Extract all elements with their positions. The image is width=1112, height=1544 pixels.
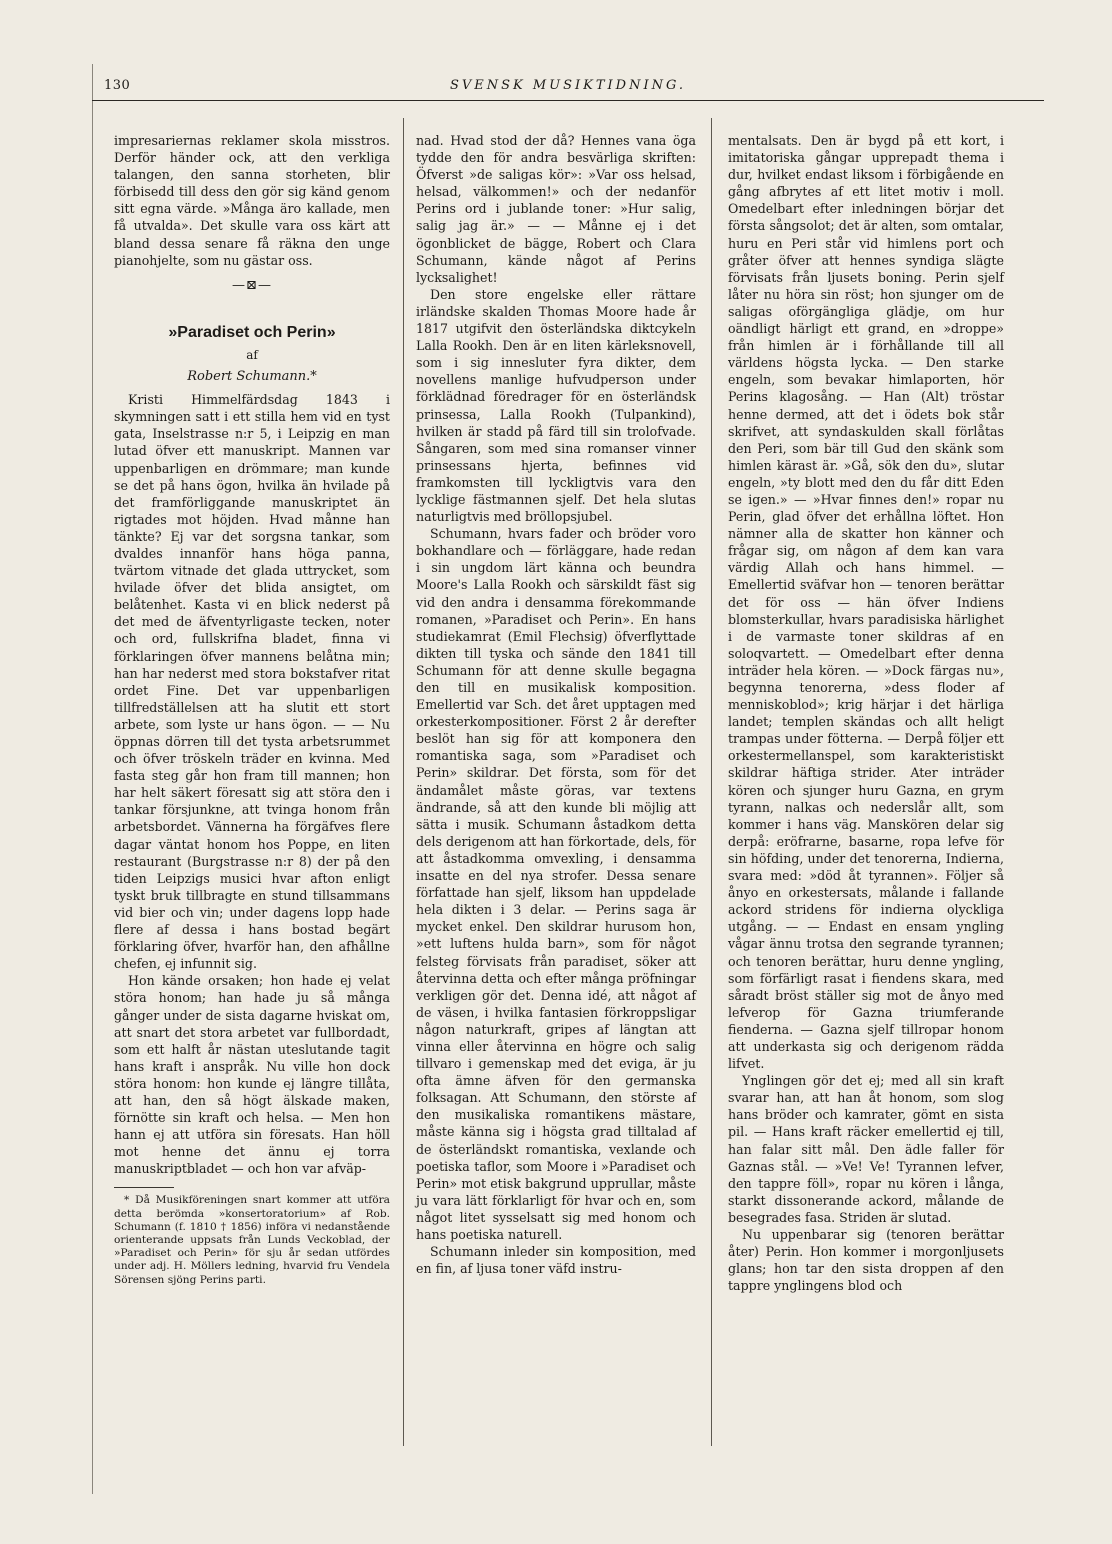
article-author: Robert Schumann.* — [187, 369, 317, 385]
column-2 — [416, 132, 696, 1277]
article-paragraph: Den store engelske eller rättare irländske skalden Thomas Moore hade år 1817 utgifvit den österländska diktcykeln Lalla Rookh. Den är en liten kärleksnovell, som i sig innesluter fyra dikter, dem novellens manlige hufvudperson under förklädnad föredrager för en österländsk prinsessa, Lalla Rookh (Tulpankind), hvilken är stadd på färd till sin trolofvade. Sångaren, som med sina romanser vinner prinsessans hjerta, befinnes vid framkomsten till lyckligtvis vara den lycklige fästmannen sjelf. Det hela slutas naturligtvis med bröllopsjubel. — [416, 286, 696, 525]
page-number: 130 — [104, 78, 131, 93]
article-paragraph: mentalsats. Den är bygd på ett kort, i imitatoriska gångar upprepadt thema i dur, hvilket endast liksom i förbigående en gång afbrytes af ett litet motiv i moll. Omedelbart efter inledningen börjar det första sångsolot; det är alten, som omtalar, huru en Peri står vid himlens port och gråter öfver att hennes syndiga slägte förvisats från ljusets boning. Perin sjelf låter nu höra sin röst; hon sjunger om de saligas oförgängliga glädje, om hur oändligt härligt ett grand, en »droppe» från himlen är i förhållande till all världens högsta lycka. — Den starke engeln, som bevakar himlaporten, hör Perins klagosång. — Han (Alt) tröstar henne dermed, att det i ödets bok står skrifvet, att syndaskulden skall förlåtas den Peri, som bär till Gud den skänk som himlen kärast är. »Gå, sök den du», slutar engeln, »ty blott med den du får ditt Eden se igen.» — »Hvar finnes den!» ropar nu Perin, glad öfver det erhållna löftet. Hon nämner alla de skatter hon känner och frågar sig, om någon af dem kan vara värdig Allah och hans himmel. — Emellertid sväfvar hon — tenoren berättar det för oss — hän öfver Indiens blomsterkullar, hvars paradisiska härlighet i de varmaste toner skildras af en soloqvartett. — Omedelbart efter denna inträder hela kören. — »Dock färgas nu», begynna tenorerna, »dess floder af menniskoblod»; krig härjar i det härliga landet; templen skändas och allt heligt trampas under fötterna. — Derpå följer ett orkestermellanspel, som karakteristiskt skildrar häftiga strider. Ater inträder kören och sjunger huru Gazna, en grym tyrann, nalkas och nederslår allt, som kommer i hans väg. Manskören delar sig derpå: eröfrarne, basarne, ropa lefve för sin höfding, under det tenorerna, Indierna, svara med: »död åt tyrannen». Följer så ånyo en orkestersats, målande i fallande ackord stridens för indierna olyckliga utgång. — — Endast en ensam yngling vågar ännu trotsa den segrande tyrannen; och tenoren berättar, huru denne yngling, som förfärligt rasat i fiendens skara, med såradt bröst ställer sig mot de ånyo med lefverop för Gazna triumferande fienderna. — Gazna sjelf tillropar honom att underkasta sig och derigenom rädda lifvet. — [728, 133, 1004, 1072]
intro-paragraph: impresariernas reklamer skola misstros. Derför händer ock, att den verkliga talangen, den sanna storheten, blir förbisedd till dess den gör sig känd genom sitt egna värde. »Många äro kallade, men få utvalda». Det skulle vara oss kärt att bland dessa senare få räkna den unge pianohjelte, som nu gästar oss. — [114, 133, 390, 268]
page-header — [92, 76, 1044, 100]
column-3 — [728, 132, 1004, 1294]
footnote: * Då Musikföreningen snart kommer att utföra detta berömda »konsertoratorium» af Rob. Schumann (f. 1810 † 1856) införa vi nedanstående orienterande uppsats från Lunds Veckoblad, der »Paradiset och Perin» för sju år sedan utfördes under adj. H. Möllers ledning, hvarvid fru Vendela Sörensen sjöng Perins parti. — [114, 1194, 390, 1286]
article-paragraph: Hon kände orsaken; hon hade ej velat störa honom; han hade ju så många gånger under de sista dagarne hviskat om, att snart det stora arbetet var fullbordadt, som ett halft år nästan uteslutande tagit hans kraft i anspråk. Nu ville hon dock störa honom: hon kunde ej längre tillåta, att han, den så högt älskade maken, förnötte sin kraft och helsa. — Men hon hann ej att utföra sin föresats. Han höll mot henne det ännu ej torra manuskriptbladet — och hon var afväp- — [114, 973, 390, 1177]
header-rule — [92, 100, 1044, 101]
column-1 — [114, 132, 390, 1287]
article-title: »Paradiset och Perin» — [168, 323, 336, 341]
section-ornament: —⊠— — [232, 277, 272, 293]
article-paragraph: nad. Hvad stod der då? Hennes vana öga tydde den för andra besvärliga skriften: Öfverst »de saligas kör»: »Var oss helsad, helsad, välkommen!» och der nedanför Perins ord i jublande toner: »Hur salig, salig jag är.» — — Månne ej i det ögonblicket de bägge, Robert och Clara Schumann, kände något af Perins lycksalighet! — [416, 133, 696, 285]
journal-title: SVENSK MUSIKTIDNING. — [449, 78, 687, 93]
column-divider-1 — [403, 118, 404, 1446]
article-paragraph: Kristi Himmelfärdsdag 1843 i skymningen satt i ett stilla hem vid en tyst gata, Inselstrasse n:r 5, i Leipzig en man lutad öfver ett manuskript. Mannen var uppenbarligen en drömmare; man kunde se det på hans ögon, hvilka än hvilade på det framförliggande manuskriptet än rigtades mot höjden. Hvad månne han tänkte? Ej var det sorgsna tankar, som dvaldes innanför hans höga panna, tvärtom vitnade det glada uttrycket, som hvilade öfver det blida ansigtet, om belåtenhet. Kasta vi en blick nederst på det med de äfventyrligaste tecken, noter och ord, fullskrifna bladet, finna vi förklaringen öfver mannens belåtna min; han har nederst med stora bokstafver ritat ordet Fine. Det var uppenbarligen tillfredställelsen att ha slutit ett stort arbete, som lyste ur hans ögon. — — Nu öppnas dörren till det tysta arbetsrummet och öfver tröskeln träder en kvinna. Med fasta steg går hon fram till mannen; hon har helt säkert föresatt sig att störa den i tankar försjunkne, att tvinga honom från arbetsbordet. Vännerna ha förgäfves flere dagar väntat honom hos Poppe, en liten restaurant (Burgstrasse n:r 8) der på den tiden Leipzigs musici hvar afton enligt tyskt bruk tillbragte en stund tillsammans vid bier och vin; under dagens lopp hade flere af dessa i hans bostad begärt förklaring öfver, hvarför han, den afhållne chefen, ej infunnit sig. — [114, 392, 390, 972]
footnote-rule — [114, 1187, 174, 1188]
article-paragraph: Nu uppenbarar sig (tenoren berättar åter) Perin. Hon kommer i morgonljusets glans; hon tar den sista droppen af den tappre ynglingens blod och — [728, 1227, 1004, 1294]
article-paragraph: Ynglingen gör det ej; med all sin kraft svarar han, att han åt honom, som slog hans bröder och kamrater, gömt en sista pil. — Hans kraft räcker emellertid ej till, han falar sitt mål. Den ädle faller för Gaznas stål. — »Ve! Ve! Tyrannen lefver, den tappre föll», ropar nu kören i långa, starkt dissonerande ackord, målande de besegrades fasa. Striden är slutad. — [728, 1073, 1004, 1225]
article-byline-af: af — [246, 347, 258, 362]
page-frame-line — [92, 64, 93, 1494]
article-paragraph: Schumann inleder sin komposition, med en fin, af ljusa toner väfd instru- — [416, 1244, 696, 1277]
column-divider-2 — [711, 118, 712, 1446]
article-paragraph: Schumann, hvars fader och bröder voro bokhandlare och — förläggare, hade redan i sin ungdom lärt känna och beundra Moore's Lalla Rookh och särskildt fäst sig vid den andra i densamma förekommande romanen, »Paradiset och Perin». En hans studiekamrat (Emil Flechsig) öfverflyttade dikten till tyska och sände den 1841 till Schumann för att denne skulle begagna den till en musikalisk komposition. Emellertid var Sch. det året upptagen med orkesterkompositioner. Först 2 år derefter beslöt han sig för att komponera den romantiska saga, som »Paradiset och Perin» skildrar. Det första, som för det ändamålet måste göras, var textens ändrande, så att den kunde bli möjlig att sätta i musik. Schumann åstadkom detta dels derigenom att han förkortade, dels, för att åstadkomma omvexling, i densamma insatte en del nya strofer. Dessa senare författade han sjelf, liksom han uppdelade hela dikten i 3 delar. — Perins saga är mycket enkel. Den skildrar hurusom hon, »ett luftens hulda barn», som för något felsteg förvisats från paradiset, söker att återvinna detta och efter många pröfningar verkligen gör det. Denna idé, att något af de väsen, i hvilka fantasien förkroppsligar någon naturkraft, gripes af längtan att vinna eller återvinna en högre och salig tillvaro i gemenskap med det eviga, är ju ofta ämne äfven för den germanska folksagan. Att Schumann, den störste af den musikaliska romantikens mästare, måste känna sig i högsta grad tilltalad af de österländskt romantiska, vexlande och poetiska taflor, som Moore i »Paradiset och Perin» mot etisk bakgrund upprullar, måste ju vara lätt förklarligt för hvar och en, som något litet sysselsatt sig med honom och hans poetiska naturell. — [416, 526, 696, 1242]
